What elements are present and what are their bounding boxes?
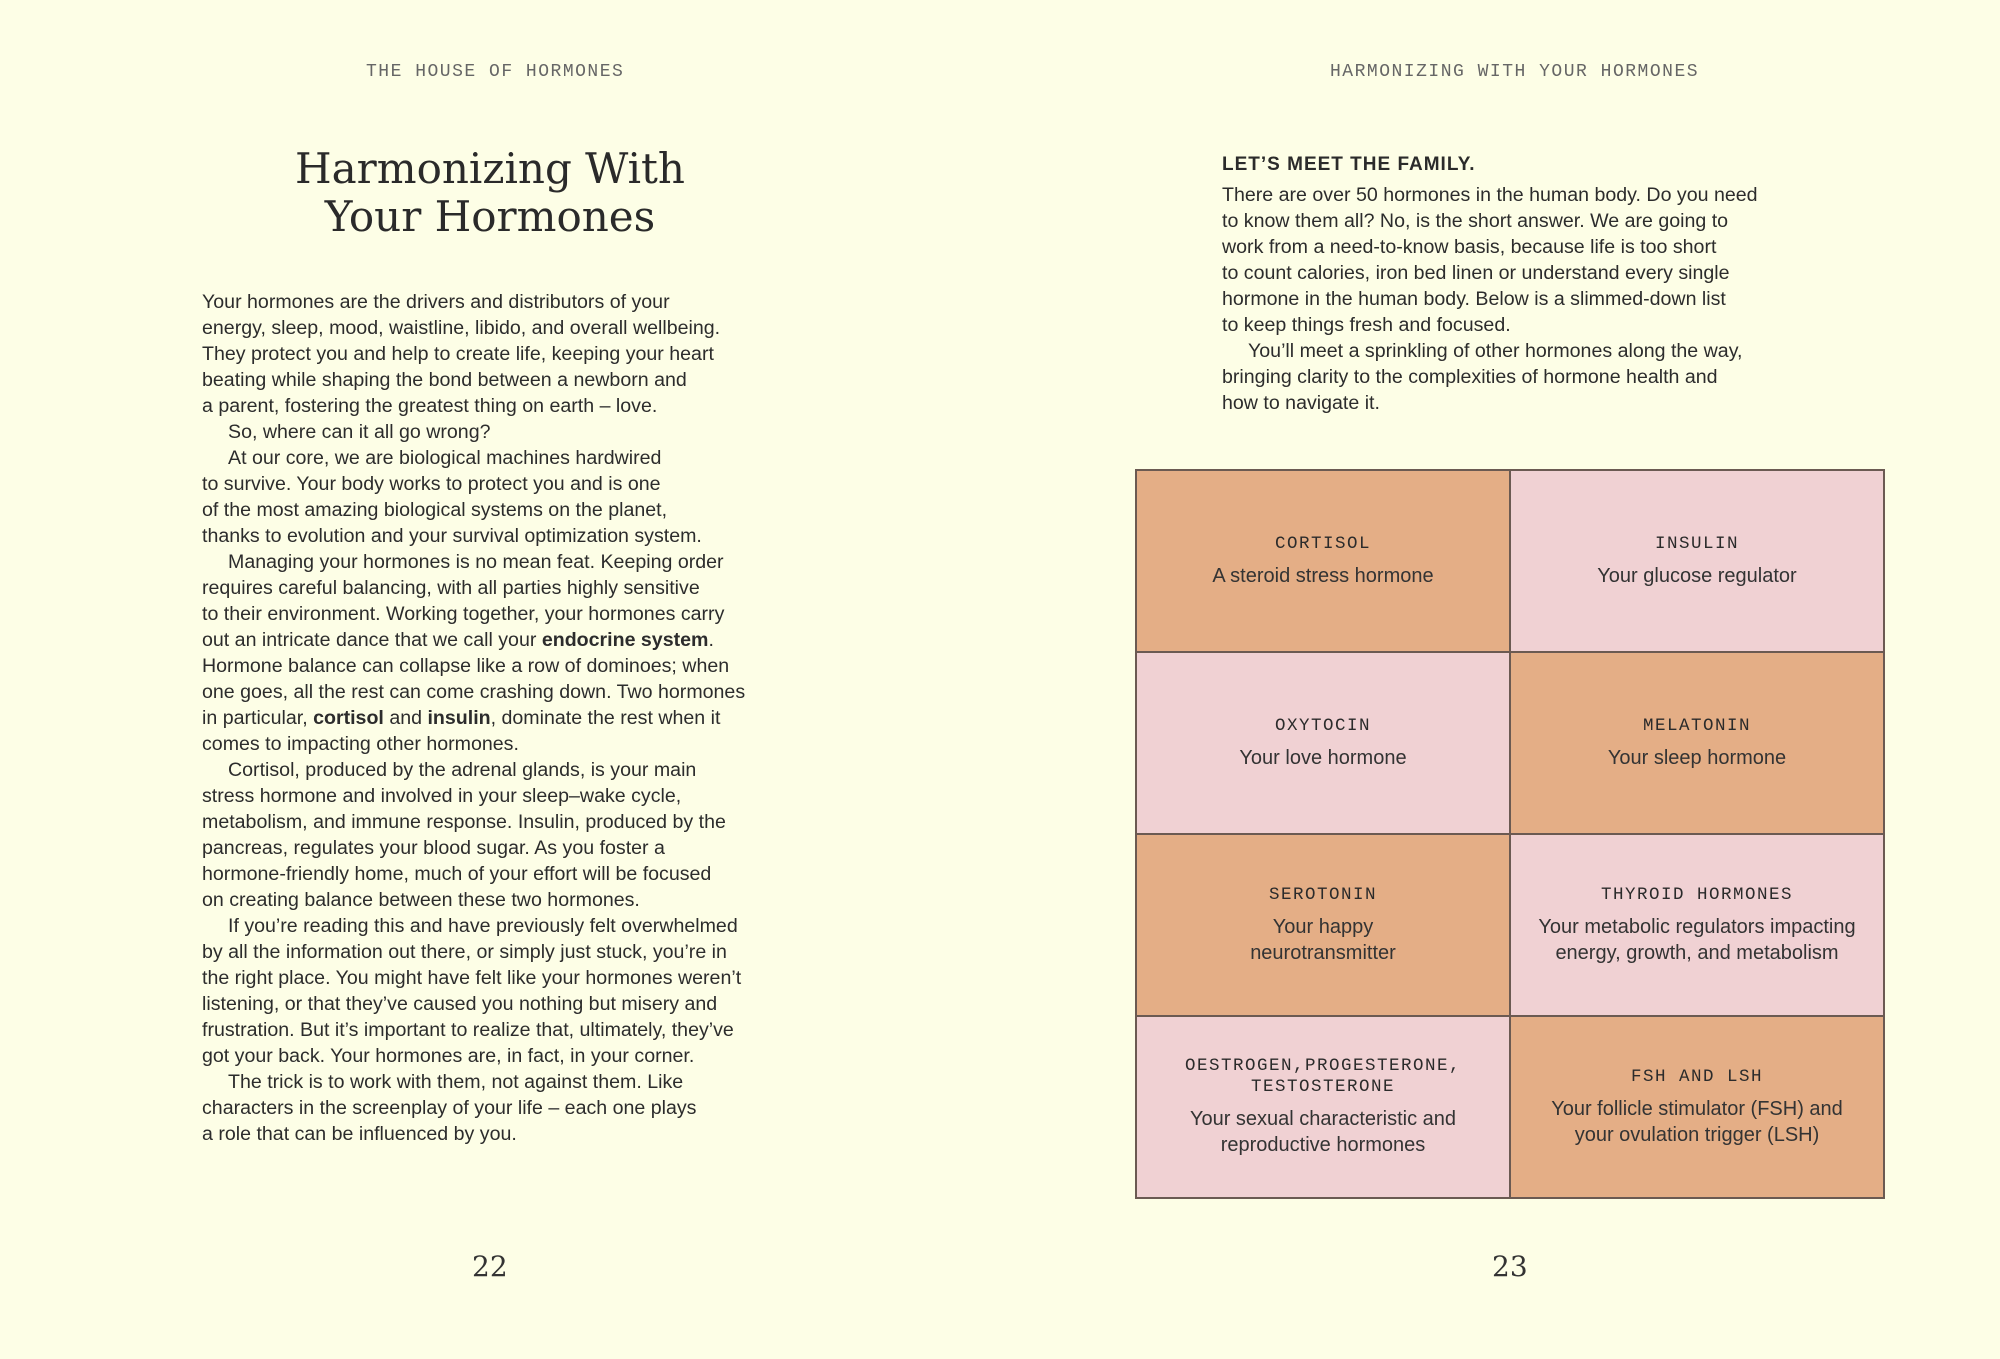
left-page xyxy=(0,0,980,1359)
text-line: beating while shaping the bond between a newborn and xyxy=(202,369,687,391)
running-head-left: THE HOUSE OF HORMONES xyxy=(366,62,625,82)
text-line: frustration. But it’s important to realize that, ultimately, they’ve xyxy=(202,1019,734,1041)
text-line: a role that can be influenced by you. xyxy=(202,1123,517,1145)
text-line xyxy=(202,627,802,653)
text-line: to their environment. Working together, your hormones carry xyxy=(202,603,725,625)
paragraph-2 xyxy=(202,419,802,445)
text-line: thanks to evolution and your survival optimization system. xyxy=(202,525,702,547)
hormone-cell-oestrogen-progesterone-testosterone xyxy=(1136,1016,1510,1198)
hormone-cell-serotonin xyxy=(1136,834,1510,1016)
text-line: to keep things fresh and focused. xyxy=(1222,314,1511,336)
text-line: bringing clarity to the complexities of hormone health and xyxy=(1222,366,1718,388)
text-line: to survive. Your body works to protect you and is one xyxy=(202,473,661,495)
running-head-right: HARMONIZING WITH YOUR HORMONES xyxy=(1330,62,1700,82)
chapter-title-line-1: Harmonizing With xyxy=(295,144,685,193)
text-line: to count calories, iron bed linen or understand every single xyxy=(1222,262,1730,284)
text-line: listening, or that they’ve caused you nothing but misery and xyxy=(202,993,718,1015)
hormone-name: THYROID HORMONES xyxy=(1600,884,1794,905)
text-line: work from a need-to-know basis, because life is too short xyxy=(1222,236,1717,258)
hormone-name: INSULIN xyxy=(1654,533,1739,554)
text-line: on creating balance between these two hormones. xyxy=(202,889,640,911)
bold-term-cortisol: cortisol xyxy=(313,707,384,729)
hormone-description: Your love hormone xyxy=(1239,746,1407,769)
bold-term-endocrine-system: endocrine system xyxy=(541,629,709,651)
hormone-name: MELATONIN xyxy=(1642,715,1751,736)
text-line: There are over 50 hormones in the human body. Do you need xyxy=(1222,184,1758,206)
section-heading: LET’S MEET THE FAMILY. xyxy=(1222,154,1476,175)
text-line: So, where can it all go wrong? xyxy=(228,421,491,443)
hormone-description: Your sleep hormone xyxy=(1607,746,1787,769)
hormone-description: Your glucose regulator xyxy=(1597,564,1797,587)
text-line: characters in the screenplay of your life – each one plays xyxy=(202,1097,697,1119)
right-page xyxy=(1000,0,2000,1359)
text-run: and xyxy=(383,707,428,729)
hormone-name: FSH AND LSH xyxy=(1630,1066,1764,1087)
hormone-description: Your metabolic regulators impacting energy, growth, and metabolism xyxy=(1538,915,1856,964)
text-line: They protect you and help to create life, keeping your heart xyxy=(202,343,714,365)
text-line: energy, sleep, mood, waistline, libido, and overall wellbeing. xyxy=(202,317,721,339)
hormone-description: Your happy neurotransmitter xyxy=(1250,915,1396,964)
hormone-cell-melatonin xyxy=(1510,652,1884,834)
hormone-cell-cortisol xyxy=(1136,470,1510,652)
text-line: one goes, all the rest can come crashing down. Two hormones xyxy=(202,681,746,703)
hormone-cell-thyroid-hormones xyxy=(1510,834,1884,1016)
hormone-cell-oxytocin xyxy=(1136,652,1510,834)
text-line: of the most amazing biological systems on the planet, xyxy=(202,499,668,521)
hormone-name: OESTROGEN,PROGESTERONE, TESTOSTERONE xyxy=(1184,1056,1462,1097)
body-text xyxy=(202,289,802,1147)
text-line: pancreas, regulates your blood sugar. As you foster a xyxy=(202,837,665,859)
text-line: requires careful balancing, with all parties highly sensitive xyxy=(202,577,700,599)
text-line: a parent, fostering the greatest thing on earth – love. xyxy=(202,395,658,417)
hormone-description: Your follicle stimulator (FSH) and your ovulation trigger (LSH) xyxy=(1551,1097,1843,1146)
page-number-right: 23 xyxy=(1492,1250,1528,1283)
text-line: comes to impacting other hormones. xyxy=(202,733,519,755)
hormone-name: OXYTOCIN xyxy=(1274,715,1371,736)
text-line: stress hormone and involved in your sleep–wake cycle, xyxy=(202,785,682,807)
hormone-description: A steroid stress hormone xyxy=(1212,564,1434,587)
text-line: Managing your hormones is no mean feat. Keeping order xyxy=(228,551,724,573)
hormone-cell-insulin xyxy=(1510,470,1884,652)
text-line: metabolism, and immune response. Insulin, produced by the xyxy=(202,811,726,833)
paragraph-4 xyxy=(202,549,802,757)
text-line: Your hormones are the drivers and distributors of your xyxy=(202,291,670,313)
hormone-grid xyxy=(1135,469,1885,1199)
page-number-left: 22 xyxy=(472,1250,508,1283)
text-line: the right place. You might have felt like your hormones weren’t xyxy=(202,967,742,989)
text-line: If you’re reading this and have previously felt overwhelmed xyxy=(228,915,738,937)
text-line: how to navigate it. xyxy=(1222,392,1380,414)
text-line: got your back. Your hormones are, in fact, in your corner. xyxy=(202,1045,695,1067)
text-run: in particular, xyxy=(202,707,314,729)
paragraph-3 xyxy=(202,445,802,549)
chapter-title-line-2: Your Hormones xyxy=(324,192,656,241)
text-line: Hormone balance can collapse like a row of dominoes; when xyxy=(202,655,730,677)
text-run: . xyxy=(708,629,714,651)
hormone-name: SEROTONIN xyxy=(1268,884,1377,905)
hormone-name: CORTISOL xyxy=(1274,533,1371,554)
text-run: , dominate the rest when it xyxy=(490,707,721,729)
text-line: Cortisol, produced by the adrenal glands, is your main xyxy=(228,759,697,781)
chapter-title xyxy=(200,145,780,241)
text-run: out an intricate dance that we call your xyxy=(202,629,542,651)
hormone-cell-fsh-and-lsh xyxy=(1510,1016,1884,1198)
hormone-description: Your sexual characteristic and reproductive hormones xyxy=(1189,1108,1457,1156)
paragraph-7 xyxy=(202,1069,802,1147)
text-line: to know them all? No, is the short answer. We are going to xyxy=(1222,210,1729,232)
text-line: You’ll meet a sprinkling of other hormones along the way, xyxy=(1248,340,1743,362)
paragraph-1 xyxy=(202,289,802,419)
text-line: At our core, we are biological machines hardwired xyxy=(228,447,662,469)
text-line: by all the information out there, or simply just stuck, you’re in xyxy=(202,941,727,963)
paragraph-6 xyxy=(202,913,802,1069)
text-line xyxy=(202,705,802,731)
text-line: hormone in the human body. Below is a slimmed-down list xyxy=(1222,288,1726,310)
text-line: hormone-friendly home, much of your effort will be focused xyxy=(202,863,712,885)
paragraph-5 xyxy=(202,757,802,913)
intro-text xyxy=(1222,182,1822,416)
bold-term-insulin: insulin xyxy=(427,707,491,729)
text-line: The trick is to work with them, not against them. Like xyxy=(228,1071,684,1093)
